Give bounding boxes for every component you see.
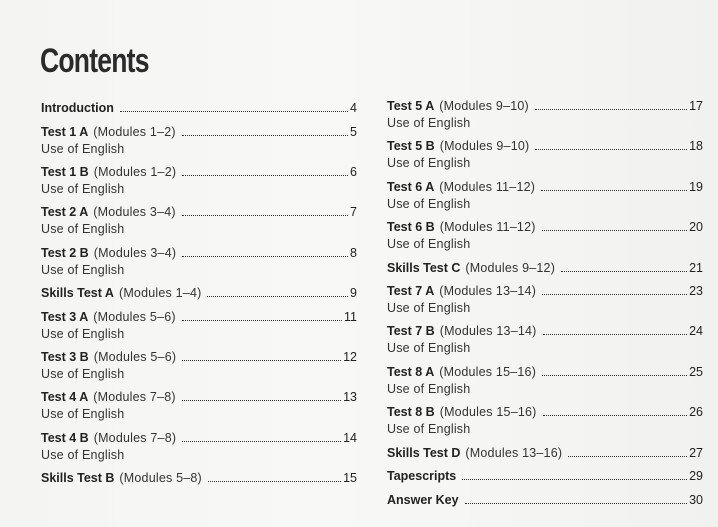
page-number: 24 <box>689 324 703 339</box>
page-title: Contents <box>40 42 149 80</box>
dot-leader <box>182 399 341 401</box>
contents-entry <box>387 283 703 323</box>
entry-modules: (Modules 11–12) <box>439 179 536 194</box>
entry-title: Skills Test B <box>41 471 115 486</box>
page-number: 27 <box>689 445 703 460</box>
page-number: 15 <box>343 471 357 486</box>
contents-entry <box>41 285 357 309</box>
entry-modules: (Modules 5–8) <box>119 471 202 486</box>
entry-line <box>41 124 357 141</box>
dot-leader <box>543 414 688 416</box>
page-number: 7 <box>350 205 357 220</box>
entry-line <box>387 219 703 236</box>
entry-title: Test 7 A <box>387 284 435 299</box>
entry-subtitle: Use of English <box>387 237 471 252</box>
dot-leader <box>208 480 341 482</box>
entry-title: Test 5 A <box>387 99 435 113</box>
entry-subtitle: Use of English <box>41 326 125 341</box>
entry-line <box>41 470 357 487</box>
entry-title: Skills Test A <box>41 286 114 301</box>
page-number: 14 <box>343 430 357 445</box>
dot-leader <box>182 134 348 136</box>
entry-modules: (Modules 3–4) <box>93 245 177 260</box>
entry-modules: (Modules 3–4) <box>93 205 176 220</box>
entry-line <box>41 349 357 366</box>
entry-subtitle: Use of English <box>41 447 125 462</box>
entry-subtitle: Use of English <box>41 407 125 422</box>
entry-title: Test 8 A <box>387 364 435 379</box>
entry-line <box>387 364 703 381</box>
dot-leader <box>542 293 687 295</box>
contents-entry <box>387 260 703 284</box>
page-number: 19 <box>689 179 703 194</box>
dot-leader <box>541 189 687 191</box>
entry-modules: (Modules 11–12) <box>439 220 536 235</box>
page-number: 29 <box>689 469 703 484</box>
contents-entry <box>387 445 703 469</box>
dot-leader <box>120 110 348 112</box>
page-number: 6 <box>350 164 357 179</box>
entry-line <box>41 430 357 447</box>
dot-leader <box>535 108 687 110</box>
entry-title: Answer Key <box>387 492 459 507</box>
entry-line <box>387 445 703 462</box>
dot-leader <box>568 455 687 457</box>
entry-title: Test 2 B <box>41 245 89 260</box>
entry-line <box>387 323 703 340</box>
contents-entry <box>41 389 357 429</box>
entry-subtitle: Use of English <box>387 301 471 316</box>
dot-leader <box>465 502 688 504</box>
page-number: 21 <box>689 260 703 275</box>
entry-subtitle: Use of English <box>41 366 125 381</box>
entry-line <box>41 164 357 181</box>
page-number: 30 <box>689 492 703 507</box>
entry-subtitle: Use of English <box>41 262 125 277</box>
entry-line <box>387 138 703 155</box>
entry-line <box>41 245 357 262</box>
dot-leader <box>182 440 341 442</box>
entry-modules: (Modules 5–6) <box>93 349 177 364</box>
entry-subtitle: Use of English <box>41 222 125 237</box>
contents-entry <box>387 364 703 404</box>
contents-entry <box>387 219 703 259</box>
entry-modules: (Modules 15–16) <box>439 405 537 420</box>
entry-subtitle: Use of English <box>41 181 125 196</box>
entry-subtitle: Use of English <box>387 381 471 396</box>
entry-modules: (Modules 7–8) <box>93 390 176 405</box>
entry-line <box>41 309 357 326</box>
entry-title: Introduction <box>41 101 114 115</box>
entry-title: Test 7 B <box>387 324 435 339</box>
page-number: 4 <box>350 101 357 115</box>
contents-entry <box>41 164 357 204</box>
contents-entry <box>41 470 357 494</box>
entry-title: Test 6 A <box>387 179 435 194</box>
entry-subtitle: Use of English <box>387 156 471 171</box>
page-number: 26 <box>689 405 703 420</box>
entry-line <box>387 492 703 509</box>
contents-entry <box>387 404 703 444</box>
contents-entry <box>387 323 703 363</box>
page-number: 13 <box>343 390 357 405</box>
dot-leader <box>542 374 687 376</box>
page-number: 9 <box>350 286 357 301</box>
entry-subtitle: Use of English <box>41 141 125 156</box>
dot-leader <box>207 295 348 297</box>
contents-right-column <box>387 98 703 515</box>
page-number: 23 <box>689 284 703 299</box>
entry-modules: (Modules 13–16) <box>465 445 563 460</box>
contents-entry <box>41 430 357 470</box>
entry-title: Test 2 A <box>41 205 89 220</box>
entry-modules: (Modules 13–14) <box>439 284 537 299</box>
dot-leader <box>462 478 687 480</box>
dot-leader <box>182 319 342 321</box>
dot-leader <box>542 229 688 231</box>
entry-modules: (Modules 15–16) <box>439 364 537 379</box>
entry-modules: (Modules 9–12) <box>465 260 556 275</box>
page-number: 17 <box>689 99 703 113</box>
dot-leader <box>182 359 341 361</box>
entry-line <box>41 285 357 302</box>
page-number: 8 <box>350 245 357 260</box>
contents-entry <box>387 98 703 138</box>
contents-entry <box>41 204 357 244</box>
entry-title: Test 4 A <box>41 390 89 405</box>
entry-line <box>387 404 703 421</box>
dot-leader <box>561 270 687 272</box>
entry-title: Skills Test C <box>387 260 461 275</box>
dot-leader <box>535 148 687 150</box>
contents-entry <box>41 349 357 389</box>
entry-modules: (Modules 1–2) <box>93 164 177 179</box>
entry-title: Test 6 B <box>387 220 435 235</box>
page-number: 18 <box>689 139 703 154</box>
entry-title: Tapescripts <box>387 469 457 484</box>
entry-modules: (Modules 9–10) <box>439 139 530 154</box>
page-number: 25 <box>689 364 703 379</box>
entry-modules: (Modules 5–6) <box>93 309 176 324</box>
entry-subtitle: Use of English <box>387 422 471 437</box>
entry-title: Test 1 B <box>41 164 89 179</box>
entry-line <box>387 468 703 485</box>
dot-leader <box>543 333 688 335</box>
entry-modules: (Modules 9–10) <box>439 99 529 113</box>
page-number: 11 <box>344 309 357 324</box>
entry-title: Test 3 A <box>41 309 89 324</box>
entry-modules: (Modules 1–4) <box>118 286 202 301</box>
entry-title: Skills Test D <box>387 445 461 460</box>
page-number: 20 <box>689 220 703 235</box>
entry-modules: (Modules 7–8) <box>93 430 177 445</box>
entry-title: Test 1 A <box>41 124 89 139</box>
dot-leader <box>182 214 348 216</box>
entry-line <box>387 98 703 115</box>
contents-entry <box>387 138 703 178</box>
contents-entry <box>41 124 357 164</box>
contents-entry <box>41 309 357 349</box>
contents-entry <box>41 100 357 124</box>
entry-line <box>41 389 357 406</box>
page-number: 12 <box>343 349 357 364</box>
entry-subtitle: Use of English <box>387 196 471 211</box>
page-number: 5 <box>350 124 357 139</box>
contents-entry <box>387 492 703 516</box>
entry-title: Test 8 B <box>387 405 435 420</box>
contents-left-column <box>41 100 357 494</box>
dot-leader <box>182 255 348 257</box>
entry-subtitle: Use of English <box>387 116 471 130</box>
entry-line <box>387 179 703 196</box>
contents-entry <box>387 179 703 219</box>
dot-leader <box>182 174 348 176</box>
entry-modules: (Modules 1–2) <box>93 124 176 139</box>
entry-title: Test 3 B <box>41 349 89 364</box>
entry-line <box>41 100 357 117</box>
contents-entry <box>387 468 703 492</box>
entry-title: Test 5 B <box>387 139 435 154</box>
entry-line <box>387 260 703 277</box>
entry-title: Test 4 B <box>41 430 89 445</box>
entry-line <box>41 204 357 221</box>
entry-line <box>387 283 703 300</box>
entry-modules: (Modules 13–14) <box>439 324 537 339</box>
entry-subtitle: Use of English <box>387 341 471 356</box>
contents-entry <box>41 245 357 285</box>
